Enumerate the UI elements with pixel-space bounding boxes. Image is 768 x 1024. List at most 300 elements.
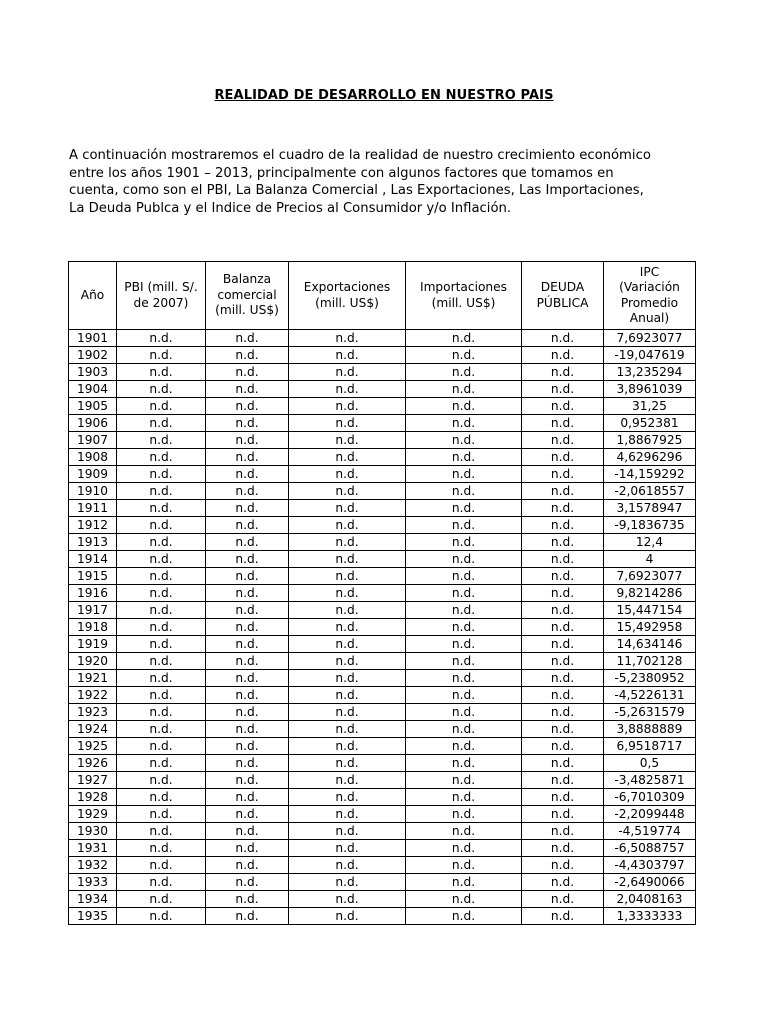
cell-balanza-comercial: n.d.	[206, 330, 289, 347]
cell-deuda-publica: n.d.	[522, 670, 604, 687]
cell-ipc: 2,0408163	[604, 891, 696, 908]
cell-importaciones: n.d.	[406, 891, 522, 908]
cell-year: 1929	[69, 806, 117, 823]
cell-pbi: n.d.	[117, 891, 206, 908]
cell-pbi: n.d.	[117, 466, 206, 483]
cell-year: 1934	[69, 891, 117, 908]
table-row	[69, 823, 696, 840]
cell-importaciones: n.d.	[406, 823, 522, 840]
cell-ipc: 3,8888889	[604, 721, 696, 738]
cell-balanza-comercial: n.d.	[206, 534, 289, 551]
cell-balanza-comercial: n.d.	[206, 449, 289, 466]
table-row	[69, 908, 696, 925]
table-row	[69, 551, 696, 568]
column-header-line: PBI (mill. S/.	[124, 280, 198, 294]
cell-ipc: 1,8867925	[604, 432, 696, 449]
cell-exportaciones: n.d.	[289, 585, 406, 602]
cell-deuda-publica: n.d.	[522, 466, 604, 483]
cell-exportaciones: n.d.	[289, 755, 406, 772]
cell-exportaciones: n.d.	[289, 449, 406, 466]
cell-balanza-comercial: n.d.	[206, 789, 289, 806]
table-row	[69, 857, 696, 874]
cell-year: 1906	[69, 415, 117, 432]
column-header-line: (mill. US$)	[315, 295, 379, 310]
table-row	[69, 687, 696, 704]
cell-year: 1928	[69, 789, 117, 806]
table-row	[69, 840, 696, 857]
cell-exportaciones: n.d.	[289, 330, 406, 347]
table-row	[69, 755, 696, 772]
cell-importaciones: n.d.	[406, 330, 522, 347]
cell-year: 1922	[69, 687, 117, 704]
cell-ipc: 0,952381	[604, 415, 696, 432]
table-row	[69, 398, 696, 415]
cell-year: 1923	[69, 704, 117, 721]
cell-exportaciones: n.d.	[289, 432, 406, 449]
cell-ipc: -2,0618557	[604, 483, 696, 500]
cell-deuda-publica: n.d.	[522, 483, 604, 500]
cell-ipc: 0,5	[604, 755, 696, 772]
cell-deuda-publica: n.d.	[522, 381, 604, 398]
cell-deuda-publica: n.d.	[522, 619, 604, 636]
cell-year: 1933	[69, 874, 117, 891]
cell-year: 1918	[69, 619, 117, 636]
cell-importaciones: n.d.	[406, 704, 522, 721]
intro-line: cuenta, como son el PBI, La Balanza Comercial , Las Exportaciones, Las Importaciones,	[69, 183, 644, 198]
cell-ipc: 13,235294	[604, 364, 696, 381]
table-row	[69, 874, 696, 891]
cell-pbi: n.d.	[117, 874, 206, 891]
cell-year: 1927	[69, 772, 117, 789]
cell-exportaciones: n.d.	[289, 500, 406, 517]
cell-balanza-comercial: n.d.	[206, 772, 289, 789]
cell-ipc: -2,2099448	[604, 806, 696, 823]
table-row	[69, 483, 696, 500]
cell-deuda-publica: n.d.	[522, 653, 604, 670]
table-row	[69, 449, 696, 466]
cell-importaciones: n.d.	[406, 432, 522, 449]
cell-importaciones: n.d.	[406, 857, 522, 874]
cell-ipc: -19,047619	[604, 347, 696, 364]
cell-importaciones: n.d.	[406, 398, 522, 415]
cell-deuda-publica: n.d.	[522, 568, 604, 585]
cell-ipc: -14,159292	[604, 466, 696, 483]
cell-deuda-publica: n.d.	[522, 602, 604, 619]
cell-year: 1926	[69, 755, 117, 772]
cell-year: 1935	[69, 908, 117, 925]
cell-exportaciones: n.d.	[289, 806, 406, 823]
cell-exportaciones: n.d.	[289, 602, 406, 619]
cell-exportaciones: n.d.	[289, 466, 406, 483]
cell-importaciones: n.d.	[406, 517, 522, 534]
cell-ipc: 3,1578947	[604, 500, 696, 517]
cell-balanza-comercial: n.d.	[206, 891, 289, 908]
cell-pbi: n.d.	[117, 585, 206, 602]
cell-pbi: n.d.	[117, 483, 206, 500]
cell-ipc: 3,8961039	[604, 381, 696, 398]
cell-year: 1913	[69, 534, 117, 551]
cell-ipc: 31,25	[604, 398, 696, 415]
cell-deuda-publica: n.d.	[522, 364, 604, 381]
cell-balanza-comercial: n.d.	[206, 432, 289, 449]
cell-deuda-publica: n.d.	[522, 721, 604, 738]
cell-exportaciones: n.d.	[289, 908, 406, 925]
cell-deuda-publica: n.d.	[522, 398, 604, 415]
cell-pbi: n.d.	[117, 602, 206, 619]
cell-exportaciones: n.d.	[289, 364, 406, 381]
column-header-year	[69, 262, 117, 330]
cell-importaciones: n.d.	[406, 721, 522, 738]
cell-importaciones: n.d.	[406, 466, 522, 483]
column-header-line: (mill. US$)	[215, 303, 279, 318]
cell-exportaciones: n.d.	[289, 687, 406, 704]
cell-deuda-publica: n.d.	[522, 840, 604, 857]
cell-balanza-comercial: n.d.	[206, 806, 289, 823]
cell-ipc: -4,5226131	[604, 687, 696, 704]
cell-importaciones: n.d.	[406, 347, 522, 364]
table-header	[69, 262, 696, 330]
cell-pbi: n.d.	[117, 653, 206, 670]
cell-deuda-publica: n.d.	[522, 823, 604, 840]
cell-balanza-comercial: n.d.	[206, 364, 289, 381]
table-row	[69, 466, 696, 483]
cell-balanza-comercial: n.d.	[206, 585, 289, 602]
table-row	[69, 500, 696, 517]
cell-importaciones: n.d.	[406, 381, 522, 398]
cell-ipc: 4	[604, 551, 696, 568]
cell-deuda-publica: n.d.	[522, 772, 604, 789]
table-body	[69, 330, 696, 925]
intro-line: A continuación mostraremos el cuadro de la realidad de nuestro crecimiento económico	[69, 148, 651, 163]
table-row	[69, 806, 696, 823]
cell-balanza-comercial: n.d.	[206, 517, 289, 534]
table-row	[69, 415, 696, 432]
column-header-exportaciones	[289, 262, 406, 330]
cell-balanza-comercial: n.d.	[206, 738, 289, 755]
column-header-line: comercial	[217, 287, 277, 302]
cell-balanza-comercial: n.d.	[206, 755, 289, 772]
cell-balanza-comercial: n.d.	[206, 653, 289, 670]
cell-ipc: 6,9518717	[604, 738, 696, 755]
cell-year: 1910	[69, 483, 117, 500]
intro-paragraph	[69, 147, 709, 217]
column-header-line: PÚBLICA	[536, 295, 589, 310]
cell-exportaciones: n.d.	[289, 857, 406, 874]
cell-ipc: -6,7010309	[604, 789, 696, 806]
table-row	[69, 517, 696, 534]
column-header-line: (Variación	[619, 280, 680, 294]
table-row	[69, 789, 696, 806]
cell-importaciones: n.d.	[406, 908, 522, 925]
cell-year: 1919	[69, 636, 117, 653]
cell-importaciones: n.d.	[406, 449, 522, 466]
cell-pbi: n.d.	[117, 364, 206, 381]
cell-balanza-comercial: n.d.	[206, 568, 289, 585]
cell-balanza-comercial: n.d.	[206, 874, 289, 891]
cell-deuda-publica: n.d.	[522, 500, 604, 517]
cell-deuda-publica: n.d.	[522, 585, 604, 602]
cell-exportaciones: n.d.	[289, 772, 406, 789]
cell-deuda-publica: n.d.	[522, 874, 604, 891]
cell-ipc: -6,5088757	[604, 840, 696, 857]
cell-deuda-publica: n.d.	[522, 636, 604, 653]
cell-year: 1912	[69, 517, 117, 534]
cell-balanza-comercial: n.d.	[206, 483, 289, 500]
cell-exportaciones: n.d.	[289, 840, 406, 857]
cell-ipc: 7,6923077	[604, 568, 696, 585]
column-header-balanza-comercial	[206, 262, 289, 330]
cell-pbi: n.d.	[117, 721, 206, 738]
cell-ipc: 15,492958	[604, 619, 696, 636]
cell-pbi: n.d.	[117, 619, 206, 636]
cell-pbi: n.d.	[117, 381, 206, 398]
cell-importaciones: n.d.	[406, 534, 522, 551]
cell-pbi: n.d.	[117, 347, 206, 364]
cell-importaciones: n.d.	[406, 551, 522, 568]
cell-ipc: 1,3333333	[604, 908, 696, 925]
cell-exportaciones: n.d.	[289, 823, 406, 840]
cell-year: 1930	[69, 823, 117, 840]
cell-importaciones: n.d.	[406, 755, 522, 772]
cell-ipc: 7,6923077	[604, 330, 696, 347]
cell-deuda-publica: n.d.	[522, 738, 604, 755]
column-header-ipc	[604, 262, 696, 330]
cell-year: 1909	[69, 466, 117, 483]
table-row	[69, 653, 696, 670]
cell-importaciones: n.d.	[406, 874, 522, 891]
cell-balanza-comercial: n.d.	[206, 840, 289, 857]
table-row	[69, 619, 696, 636]
cell-pbi: n.d.	[117, 738, 206, 755]
cell-exportaciones: n.d.	[289, 398, 406, 415]
cell-pbi: n.d.	[117, 755, 206, 772]
cell-ipc: 15,447154	[604, 602, 696, 619]
economic-data-table	[68, 261, 696, 925]
cell-ipc: -5,2380952	[604, 670, 696, 687]
cell-importaciones: n.d.	[406, 602, 522, 619]
cell-pbi: n.d.	[117, 568, 206, 585]
cell-exportaciones: n.d.	[289, 789, 406, 806]
cell-exportaciones: n.d.	[289, 738, 406, 755]
cell-year: 1914	[69, 551, 117, 568]
table-row	[69, 738, 696, 755]
cell-pbi: n.d.	[117, 823, 206, 840]
cell-ipc: -4,4303797	[604, 857, 696, 874]
cell-pbi: n.d.	[117, 857, 206, 874]
cell-balanza-comercial: n.d.	[206, 398, 289, 415]
cell-exportaciones: n.d.	[289, 381, 406, 398]
column-header-line: Exportaciones	[303, 280, 391, 294]
table-row	[69, 381, 696, 398]
cell-pbi: n.d.	[117, 449, 206, 466]
cell-ipc: 4,6296296	[604, 449, 696, 466]
cell-year: 1902	[69, 347, 117, 364]
cell-ipc: -5,2631579	[604, 704, 696, 721]
cell-exportaciones: n.d.	[289, 415, 406, 432]
table-row	[69, 670, 696, 687]
cell-balanza-comercial: n.d.	[206, 908, 289, 925]
intro-line: entre los años 1901 – 2013, principalmente con algunos factores que tomamos en	[69, 165, 614, 181]
cell-exportaciones: n.d.	[289, 347, 406, 364]
cell-importaciones: n.d.	[406, 653, 522, 670]
cell-balanza-comercial: n.d.	[206, 602, 289, 619]
cell-deuda-publica: n.d.	[522, 449, 604, 466]
cell-deuda-publica: n.d.	[522, 755, 604, 772]
cell-exportaciones: n.d.	[289, 704, 406, 721]
cell-deuda-publica: n.d.	[522, 330, 604, 347]
cell-exportaciones: n.d.	[289, 636, 406, 653]
cell-ipc: -9,1836735	[604, 517, 696, 534]
cell-balanza-comercial: n.d.	[206, 381, 289, 398]
cell-balanza-comercial: n.d.	[206, 670, 289, 687]
cell-pbi: n.d.	[117, 415, 206, 432]
cell-deuda-publica: n.d.	[522, 415, 604, 432]
cell-deuda-publica: n.d.	[522, 687, 604, 704]
cell-importaciones: n.d.	[406, 568, 522, 585]
cell-exportaciones: n.d.	[289, 534, 406, 551]
table-row	[69, 364, 696, 381]
column-header-line: IPC	[639, 264, 660, 279]
cell-pbi: n.d.	[117, 704, 206, 721]
cell-importaciones: n.d.	[406, 840, 522, 857]
cell-deuda-publica: n.d.	[522, 432, 604, 449]
cell-exportaciones: n.d.	[289, 874, 406, 891]
column-header-line: de 2007)	[133, 295, 189, 310]
cell-deuda-publica: n.d.	[522, 534, 604, 551]
cell-pbi: n.d.	[117, 517, 206, 534]
cell-balanza-comercial: n.d.	[206, 619, 289, 636]
column-header-line: DEUDA	[540, 280, 585, 294]
header-row	[69, 262, 696, 330]
cell-pbi: n.d.	[117, 670, 206, 687]
cell-pbi: n.d.	[117, 636, 206, 653]
cell-importaciones: n.d.	[406, 619, 522, 636]
cell-deuda-publica: n.d.	[522, 347, 604, 364]
cell-ipc: 11,702128	[604, 653, 696, 670]
cell-importaciones: n.d.	[406, 738, 522, 755]
cell-balanza-comercial: n.d.	[206, 857, 289, 874]
column-header-importaciones	[406, 262, 522, 330]
cell-deuda-publica: n.d.	[522, 857, 604, 874]
column-header-line: Promedio	[620, 295, 679, 310]
table-row	[69, 347, 696, 364]
cell-exportaciones: n.d.	[289, 721, 406, 738]
cell-importaciones: n.d.	[406, 636, 522, 653]
cell-importaciones: n.d.	[406, 670, 522, 687]
cell-balanza-comercial: n.d.	[206, 704, 289, 721]
column-header-line: Anual)	[629, 311, 670, 325]
cell-year: 1907	[69, 432, 117, 449]
cell-importaciones: n.d.	[406, 789, 522, 806]
intro-line: La Deuda Publca y el Indice de Precios al Consumidor y/o Inflación.	[69, 200, 512, 216]
cell-pbi: n.d.	[117, 500, 206, 517]
cell-year: 1903	[69, 364, 117, 381]
cell-ipc: -3,4825871	[604, 772, 696, 789]
column-header-line: (mill. US$)	[431, 295, 496, 310]
table-row	[69, 534, 696, 551]
cell-importaciones: n.d.	[406, 806, 522, 823]
cell-importaciones: n.d.	[406, 415, 522, 432]
table-row	[69, 721, 696, 738]
table-row	[69, 636, 696, 653]
cell-ipc: -2,6490066	[604, 874, 696, 891]
cell-exportaciones: n.d.	[289, 670, 406, 687]
column-header-line: Balanza	[222, 272, 272, 287]
cell-year: 1901	[69, 330, 117, 347]
cell-pbi: n.d.	[117, 398, 206, 415]
cell-year: 1911	[69, 500, 117, 517]
cell-importaciones: n.d.	[406, 585, 522, 602]
cell-importaciones: n.d.	[406, 364, 522, 381]
cell-pbi: n.d.	[117, 908, 206, 925]
cell-pbi: n.d.	[117, 806, 206, 823]
cell-deuda-publica: n.d.	[522, 891, 604, 908]
cell-pbi: n.d.	[117, 772, 206, 789]
column-header-pbi	[117, 262, 206, 330]
cell-importaciones: n.d.	[406, 500, 522, 517]
cell-pbi: n.d.	[117, 432, 206, 449]
cell-balanza-comercial: n.d.	[206, 721, 289, 738]
cell-deuda-publica: n.d.	[522, 704, 604, 721]
cell-balanza-comercial: n.d.	[206, 636, 289, 653]
table-row	[69, 891, 696, 908]
cell-year: 1924	[69, 721, 117, 738]
cell-exportaciones: n.d.	[289, 517, 406, 534]
table-row	[69, 585, 696, 602]
cell-ipc: 12,4	[604, 534, 696, 551]
cell-pbi: n.d.	[117, 840, 206, 857]
cell-balanza-comercial: n.d.	[206, 551, 289, 568]
cell-year: 1905	[69, 398, 117, 415]
column-header-deuda-publica	[522, 262, 604, 330]
cell-exportaciones: n.d.	[289, 619, 406, 636]
cell-deuda-publica: n.d.	[522, 551, 604, 568]
cell-balanza-comercial: n.d.	[206, 466, 289, 483]
cell-year: 1916	[69, 585, 117, 602]
cell-balanza-comercial: n.d.	[206, 500, 289, 517]
column-header-line: Importaciones	[419, 280, 508, 294]
cell-year: 1932	[69, 857, 117, 874]
table-row	[69, 602, 696, 619]
column-header-line: Año	[80, 287, 105, 302]
cell-balanza-comercial: n.d.	[206, 415, 289, 432]
table-row	[69, 432, 696, 449]
cell-pbi: n.d.	[117, 330, 206, 347]
cell-deuda-publica: n.d.	[522, 806, 604, 823]
cell-year: 1904	[69, 381, 117, 398]
document-title: REALIDAD DE DESARROLLO EN NUESTRO PAIS	[214, 88, 554, 103]
cell-year: 1917	[69, 602, 117, 619]
table-row	[69, 772, 696, 789]
cell-exportaciones: n.d.	[289, 551, 406, 568]
cell-balanza-comercial: n.d.	[206, 347, 289, 364]
cell-year: 1915	[69, 568, 117, 585]
cell-deuda-publica: n.d.	[522, 517, 604, 534]
cell-ipc: -4,519774	[604, 823, 696, 840]
cell-deuda-publica: n.d.	[522, 908, 604, 925]
cell-pbi: n.d.	[117, 687, 206, 704]
cell-pbi: n.d.	[117, 534, 206, 551]
cell-balanza-comercial: n.d.	[206, 823, 289, 840]
cell-year: 1920	[69, 653, 117, 670]
cell-pbi: n.d.	[117, 789, 206, 806]
cell-exportaciones: n.d.	[289, 891, 406, 908]
cell-year: 1908	[69, 449, 117, 466]
cell-exportaciones: n.d.	[289, 483, 406, 500]
table-row	[69, 330, 696, 347]
table-row	[69, 568, 696, 585]
cell-exportaciones: n.d.	[289, 653, 406, 670]
